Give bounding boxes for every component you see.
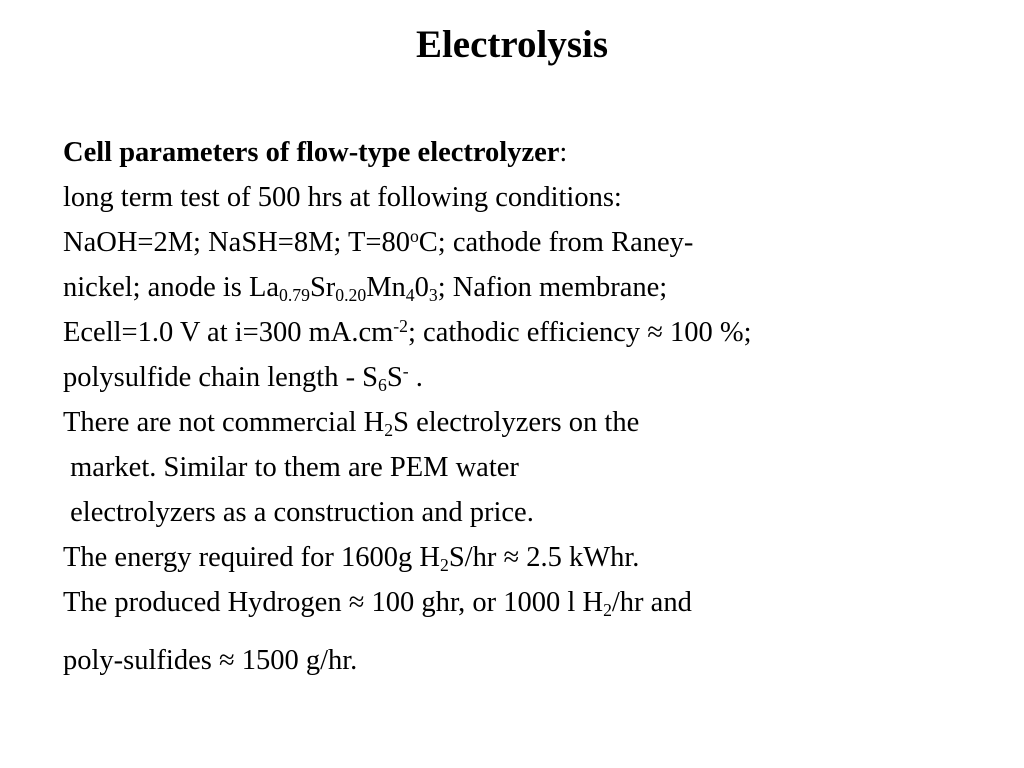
- body-line-7: market. Similar to them are PEM water: [63, 452, 519, 483]
- body-line-1: long term test of 500 hrs at following conditions:: [63, 182, 622, 213]
- slide-title: Electrolysis: [415, 23, 609, 66]
- heading-colon: :: [559, 137, 568, 168]
- text-segment: 0: [414, 272, 429, 303]
- text-segment: ; Nafion membrane;: [437, 272, 668, 303]
- body-line-3: [63, 265, 1003, 310]
- text-segment: NaOH=2M; NaSH=8M; T=80: [63, 227, 410, 258]
- text-segment: There are not commercial H: [63, 407, 385, 438]
- text-segment: ; cathodic efficiency ≈ 100 %;: [408, 317, 752, 348]
- subscript: 4: [405, 284, 415, 305]
- subscript: 3: [428, 284, 438, 305]
- text-segment: nickel; anode is La: [63, 272, 280, 303]
- superscript: o: [409, 226, 419, 247]
- subscript: 2: [384, 419, 394, 440]
- text-segment: S/hr ≈ 2.5 kWhr.: [448, 542, 640, 573]
- text-segment: polysulfide chain length - S: [63, 362, 379, 393]
- superscript: -: [402, 361, 409, 382]
- subscript: 0.79: [279, 284, 310, 305]
- text-segment: Sr: [309, 272, 336, 303]
- body-line-9: [63, 535, 1003, 580]
- body-line-11: poly-sulfides ≈ 1500 g/hr.: [63, 645, 358, 676]
- text-segment: Ecell=1.0 V at i=300 mA.cm: [63, 317, 394, 348]
- text-segment: C; cathode from Raney-: [418, 227, 694, 258]
- body-line-4: [63, 310, 1003, 355]
- body-line-5: [63, 355, 1003, 400]
- superscript: -2: [393, 316, 409, 337]
- body-line-heading: [63, 130, 1003, 175]
- body-line-6: [63, 400, 1003, 445]
- subscript: 2: [439, 554, 449, 575]
- text-segment: .: [408, 362, 423, 393]
- subscript: 0.20: [335, 284, 367, 305]
- slide-body: [63, 130, 1003, 683]
- body-line-2: [63, 220, 1003, 265]
- text-segment: The produced Hydrogen ≈ 100 ghr, or 1000 l H: [63, 587, 604, 618]
- subscript: 2: [603, 599, 612, 620]
- subscript: 6: [378, 374, 387, 395]
- text-segment: /hr and: [611, 587, 692, 618]
- text-segment: S: [386, 362, 403, 393]
- text-segment: The energy required for 1600g H: [63, 542, 440, 573]
- text-segment: Mn: [366, 272, 406, 303]
- body-line-8: electrolyzers as a construction and price.: [63, 497, 534, 528]
- body-line-10: [63, 580, 1003, 625]
- text-segment: S electrolyzers on the: [393, 407, 640, 438]
- section-heading: Cell parameters of flow-type electrolyzer: [63, 137, 560, 168]
